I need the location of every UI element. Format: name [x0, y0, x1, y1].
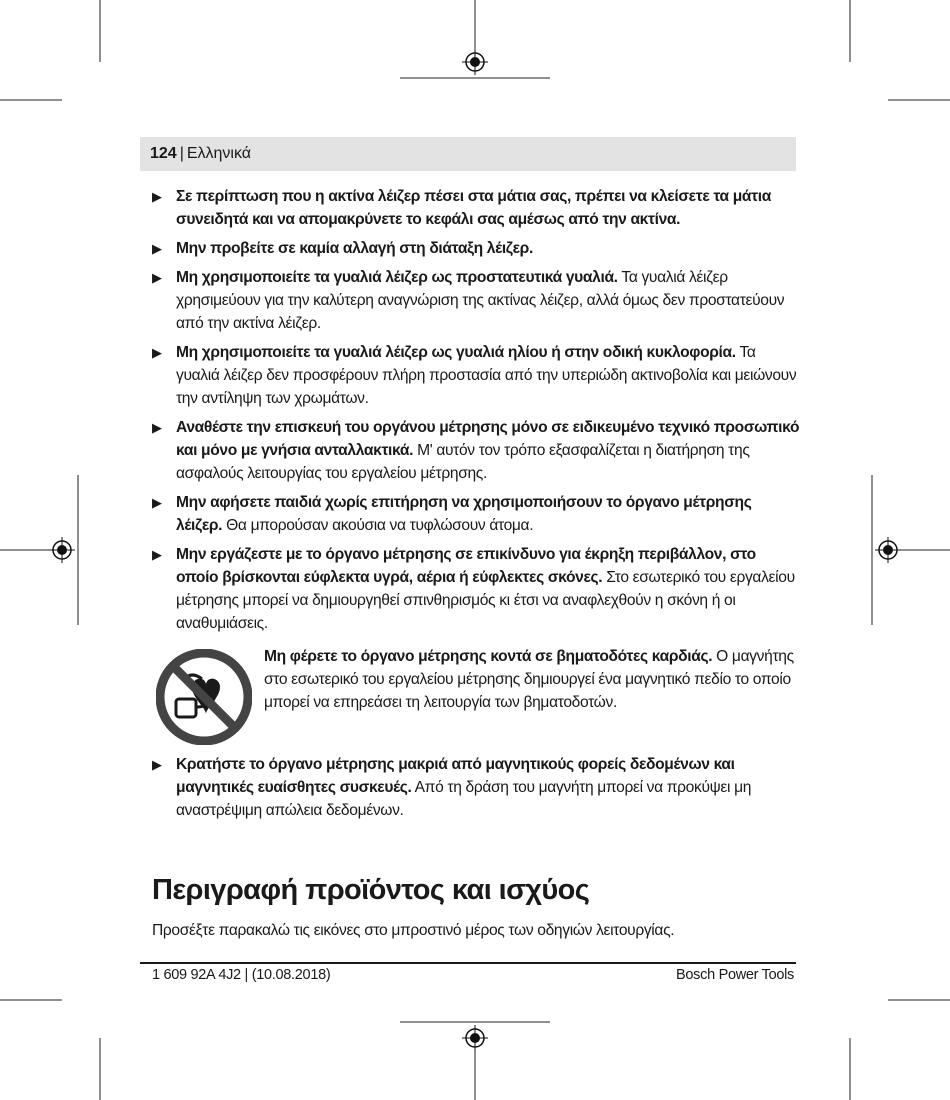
header-language: Ελληνικά — [186, 145, 252, 162]
list-item: ▶ Μην προβείτε σε καμία αλλαγή στη διάταξη λέιζερ. — [152, 237, 800, 260]
safety-content — [152, 185, 800, 828]
list-item: ▶ Μη χρησιμοποιείτε τα γυαλιά λέιζερ ως γυαλιά ηλίου ή στην οδική κυκλοφορία. Τα γυαλιά λέιζερ δεν προσφέρουν πλήρη προστασία από την υπεριώδη ακτινοβολία και μειώνουν την αντίληψη των χρωμάτων. — [152, 341, 800, 410]
bullet-triangle-icon: ▶ — [152, 270, 162, 285]
registration-mark-bottom — [462, 1025, 488, 1051]
list-item: ▶ Μην αφήσετε παιδιά χωρίς επιτήρηση να χρησιμοποιήσουν το όργανο μέτρησης λέιζερ. Θα μπορούσαν ακούσια να τυφλώσουν άτομα. — [152, 491, 800, 537]
bullet-triangle-icon: ▶ — [152, 241, 162, 256]
list-item: ▶ Σε περίπτωση που η ακτίνα λέιζερ πέσει στα μάτια σας, πρέπει να κλείσετε τα μάτια συνειδητά και να απομακρύνετε το κεφάλι σας αμέσως από την ακτίνα. — [152, 185, 800, 231]
bullet-triangle-icon: ▶ — [152, 189, 162, 204]
pacemaker-warning — [152, 645, 800, 745]
bullet-triangle-icon: ▶ — [152, 547, 162, 562]
list-item: ▶ Κρατήστε το όργανο μέτρησης μακριά από μαγνητικούς φορείς δεδομένων και μαγνητικές ευαίσθητες συσκευές. Από τη δράση του μαγνήτη μπορεί να προκύψει μη αναστρέψιμη απώλεια δεδομένων. — [152, 753, 800, 822]
footer-divider — [140, 962, 796, 964]
page-number: 124 — [150, 145, 177, 162]
list-item: ▶ Αναθέστε την επισκευή του οργάνου μέτρησης μόνο σε ειδικευμένο τεχνικό προσωπικό και μόνο με γνήσια ανταλλακτικά. Μ' αυτόν τον τρόπο εξασφαλίζεται η διατήρηση της ασφαλούς λειτουργίας του εργαλείου μέτρησης. — [152, 416, 800, 485]
section-title: Περιγραφή προϊόντος και ισχύος — [152, 874, 590, 906]
bullet-triangle-icon: ▶ — [152, 420, 162, 435]
header-separator: | — [179, 145, 184, 162]
no-pacemaker-icon — [156, 649, 252, 745]
footer-document-id: 1 609 92A 4J2 | (10.08.2018) — [152, 967, 331, 983]
bullet-triangle-icon: ▶ — [152, 495, 162, 510]
registration-mark-top — [462, 49, 488, 75]
list-item: ▶ Μην εργάζεστε με το όργανο μέτρησης σε επικίνδυνο για έκρηξη περιβάλλον, στο οποίο βρίσκονται εύφλεκτα υγρά, αέρια ή εύφλεκτες σκόνες. Στο εσωτερικό του εργαλείου μέτρησης μπορεί να δημιουργηθεί σπινθηρισμός κι έτσι να αναφλεχθούν η σκόνη ή οι αναθυμιάσεις. — [152, 543, 800, 635]
registration-mark-left — [49, 537, 75, 563]
page-header — [140, 137, 796, 171]
list-item: ▶ Μη χρησιμοποιείτε τα γυαλιά λέιζερ ως προστατευτικά γυαλιά. Τα γυαλιά λέιζερ χρησιμεύουν για την καλύτερη αναγνώριση της ακτίνας λέιζερ, αλλά όμως δεν προστατεύουν από την ακτίνα λέιζερ. — [152, 266, 800, 335]
pacemaker-warning-text: Μη φέρετε το όργανο μέτρησης κοντά σε βηματοδότες καρδιάς. Ο μαγνήτης στο εσωτερικό του εργαλείου μέτρησης δημιουργεί ένα μαγνητικό πεδίο το οποίο μπορεί να επηρεάσει τη λειτουργία των βηματοδοτών. — [264, 648, 794, 711]
registration-mark-right — [875, 537, 901, 563]
section-intro: Προσέξτε παρακαλώ τις εικόνες στο μπροστινό μέρος των οδηγιών λειτουργίας. — [152, 922, 675, 939]
bullet-triangle-icon: ▶ — [152, 345, 162, 360]
bullet-triangle-icon: ▶ — [152, 757, 162, 772]
footer-brand: Bosch Power Tools — [676, 967, 794, 983]
